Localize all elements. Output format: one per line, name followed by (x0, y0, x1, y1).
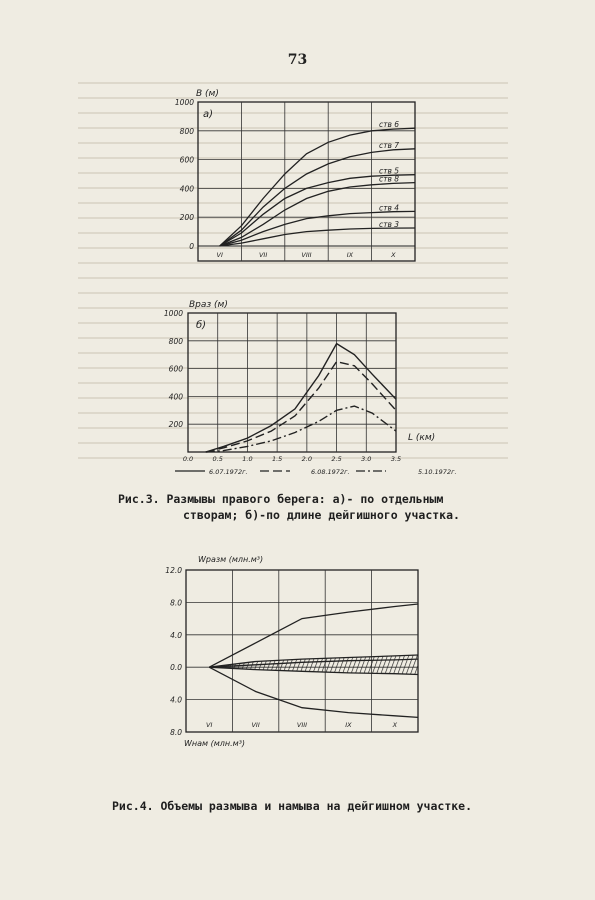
chart-b-frame (188, 313, 396, 452)
chart-c-x-tick-label: IX (345, 721, 352, 729)
chart-a-panel-label: а) (203, 109, 214, 120)
chart-b-x-tick-label: 2.5 (331, 455, 342, 463)
chart-b-x-tick-label: 3.5 (390, 455, 402, 463)
chart-b-x-tick-label: 2.0 (301, 455, 313, 463)
chart-a-series-label: ств 6 (379, 120, 400, 130)
chart-c-y-axis-label-bottom: Wнам (млн.м³) (184, 739, 246, 748)
chart-a-series-label: ств 4 (379, 203, 400, 213)
chart-b-y-axis-label: Bраз (м) (189, 300, 228, 310)
chart-b-legend-label: 6.07.1972г. (209, 468, 248, 476)
chart-b-x-tick-label: 0.0 (182, 455, 194, 463)
chart-b-x-tick-label: 3.0 (361, 455, 372, 463)
chart-c-series-line (209, 667, 418, 717)
figure4-caption: Рис.4. Объемы размыва и намыва на дейгишном участке. (112, 799, 473, 813)
chart-a-y-tick-label: 800 (179, 126, 194, 136)
chart-a-y-tick-label: 1000 (174, 98, 194, 107)
chart-a-y-axis-label: B (м) (196, 89, 219, 99)
chart-c-x-tick-label: VIII (296, 721, 308, 729)
chart-a-series-label: ств 5 (379, 166, 400, 176)
chart-c-y-tick-label: 8.0 (170, 598, 182, 608)
chart-a-y-tick-label: 400 (179, 184, 194, 194)
chart-a-series-line (220, 183, 415, 246)
chart-b-y-tick-label: 1000 (163, 309, 183, 318)
chart-b-x-tick-label: 1.5 (271, 455, 283, 463)
chart-b-series-line (206, 344, 396, 452)
chart-a-x-tick-label: VIII (301, 251, 312, 259)
chart-a-x-tick-label: IX (346, 251, 354, 259)
chart-b-x-tick-label: 1.0 (242, 455, 253, 463)
chart-b-y-tick-label: 400 (168, 392, 183, 402)
chart-a-x-tick-label: X (391, 251, 396, 259)
chart-c-y-tick-label: 0.0 (170, 663, 182, 673)
chart-b-x-axis-label: L (км) (408, 433, 436, 443)
chart-a-x-tick-label: VII (258, 251, 268, 259)
figure3-caption-line1: Рис.3. Размывы правого берега: а)- по отдельным (118, 492, 444, 506)
chart-b-y-tick-label: 200 (168, 420, 183, 430)
chart-a-series-label: ств 3 (379, 220, 400, 229)
chart-a-series-label: ств 7 (379, 140, 400, 150)
chart-c-x-tick-label: VI (206, 721, 213, 729)
chart-b-panel-label: б) (196, 320, 207, 331)
page-number: 73 (287, 52, 308, 68)
chart-c-y-axis-label-top: Wразм (млн.м³) (198, 555, 264, 564)
chart-b-y-tick-label: 600 (168, 364, 183, 374)
chart-a-x-tick-label: VI (216, 251, 223, 259)
chart-c-x-tick-label: VII (251, 721, 260, 729)
chart-b-series-line (206, 362, 396, 452)
chart-a-series-label: ств 8 (379, 174, 400, 184)
chart-c-y-tick-label: 12.0 (165, 566, 182, 575)
chart-c-y-tick-label: 4.0 (170, 630, 182, 640)
chart-a-y-tick-label: 200 (179, 213, 194, 223)
chart-a-y-tick-label: 0 (189, 242, 194, 251)
figure3-caption-line2: створам; б)-по длине дейгишного участка. (183, 508, 460, 522)
chart-b-y-tick-label: 800 (168, 336, 183, 346)
chart-b-legend-label: 6.08.1972г. (311, 468, 350, 476)
chart-c-y-tick-label: 4.0 (170, 695, 182, 705)
chart-c-x-tick-label: X (392, 721, 398, 729)
chart-a-y-tick-label: 600 (179, 155, 194, 165)
chart-b-legend-label: 5.10.1972г. (418, 468, 457, 476)
chart-c-y-tick-label: 8.0 (170, 728, 182, 737)
chart-b-x-tick-label: 0.5 (212, 455, 223, 463)
